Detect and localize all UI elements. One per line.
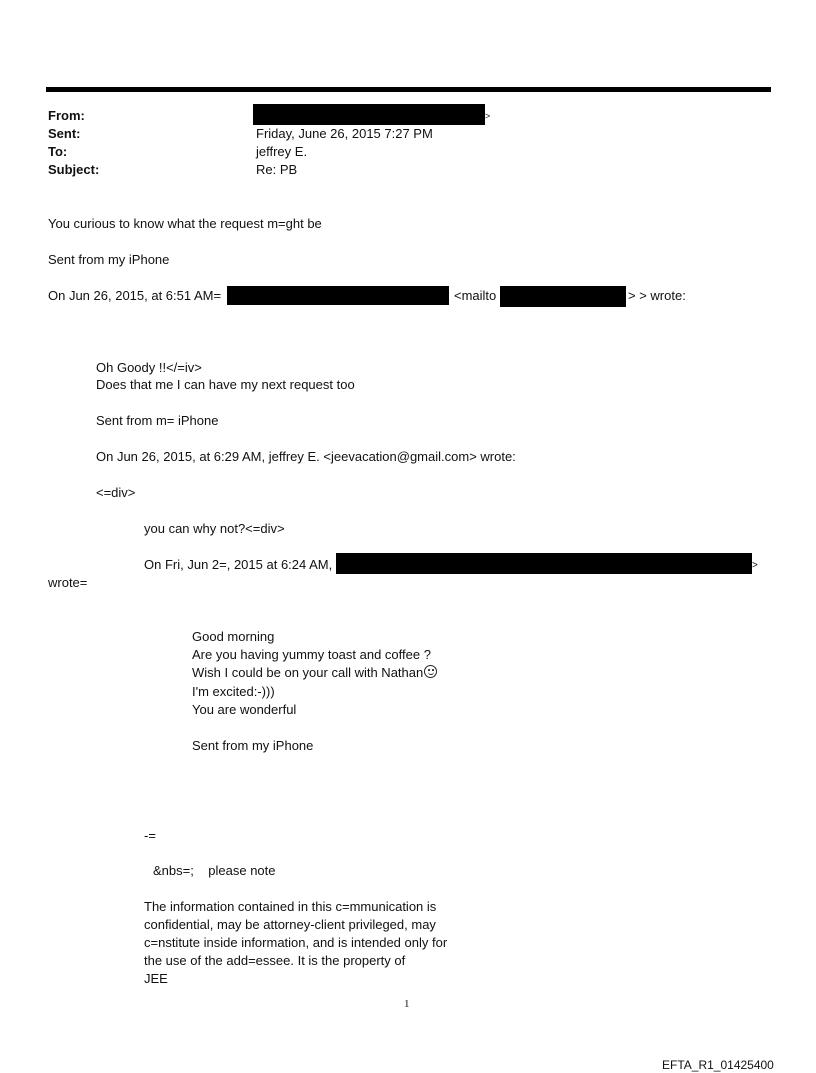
body-line-1: You curious to know what the request m=ght be (48, 216, 322, 231)
confidential-line-1: The information contained in this c=mmunication is (144, 899, 437, 914)
body-sent-from: Sent from my iPhone (48, 252, 170, 267)
header-rule (46, 87, 771, 92)
reply-header-start: On Jun 26, 2015, at 6:51 AM= (48, 288, 222, 303)
confidential-line-5: JEE (144, 971, 168, 986)
sent-label: Sent: (48, 126, 81, 141)
from-tail: > (485, 111, 491, 121)
redacted-sender (253, 104, 485, 125)
quote3-line-3-text: Wish I could be on your call with Nathan (192, 665, 424, 680)
quote3-sent-from: Sent from my iPhone (192, 738, 314, 753)
please-note: &nbs=; please note (153, 863, 276, 878)
mailto-prefix: <mailto (454, 288, 497, 303)
quote3-line-2: Are you having yummy toast and coffee ? (192, 647, 431, 662)
quote2-line-1: you can why not?<=div> (144, 521, 285, 536)
quote3-line-1: Good morning (192, 629, 275, 644)
quote3-line-5: You are wonderful (192, 702, 297, 717)
quote1-sent-from: Sent from m= iPhone (96, 413, 219, 428)
document-id: EFTA_R1_01425400 (662, 1058, 774, 1072)
subject-label: Subject: (48, 162, 100, 177)
quote1-reply-header: On Jun 26, 2015, at 6:29 AM, jeffrey E. <jeevacation@gmail.com> wrote: (96, 449, 516, 464)
reply-header-end: > > wrote: (628, 288, 686, 303)
quote1-line-1: Oh Goody !!</=iv> (96, 360, 202, 375)
quote2-tail: > (752, 560, 758, 571)
confidential-line-2: confidential, may be attorney-client privileged, may (144, 917, 436, 932)
redacted-email (500, 286, 626, 307)
confidential-line-3: c=nstitute inside information, and is intended only for (144, 935, 448, 950)
subject-value: Re: PB (256, 162, 298, 177)
quote1-line-2: Does that me I can have my next request too (96, 377, 355, 392)
from-label: From: (48, 108, 85, 123)
quote3-line-3 (192, 665, 437, 681)
quote2-reply-header: On Fri, Jun 2=, 2015 at 6:24 AM, (144, 557, 333, 572)
to-label: To: (48, 144, 68, 159)
signature-dash: -= (144, 828, 156, 843)
quote3-line-4: I'm excited:-))) (192, 684, 275, 699)
page-number: 1 (404, 998, 410, 1010)
confidential-line-4: the use of the add=essee. It is the property of (144, 953, 406, 968)
sent-value: Friday, June 26, 2015 7:27 PM (256, 126, 433, 141)
to-value: jeffrey E. (256, 144, 308, 159)
smiley-face-icon (424, 665, 437, 678)
redacted-name (227, 286, 449, 305)
quote2-wrote: wrote= (48, 575, 88, 590)
quote1-div: <=div> (96, 485, 136, 500)
redacted-sender-2 (336, 553, 752, 574)
